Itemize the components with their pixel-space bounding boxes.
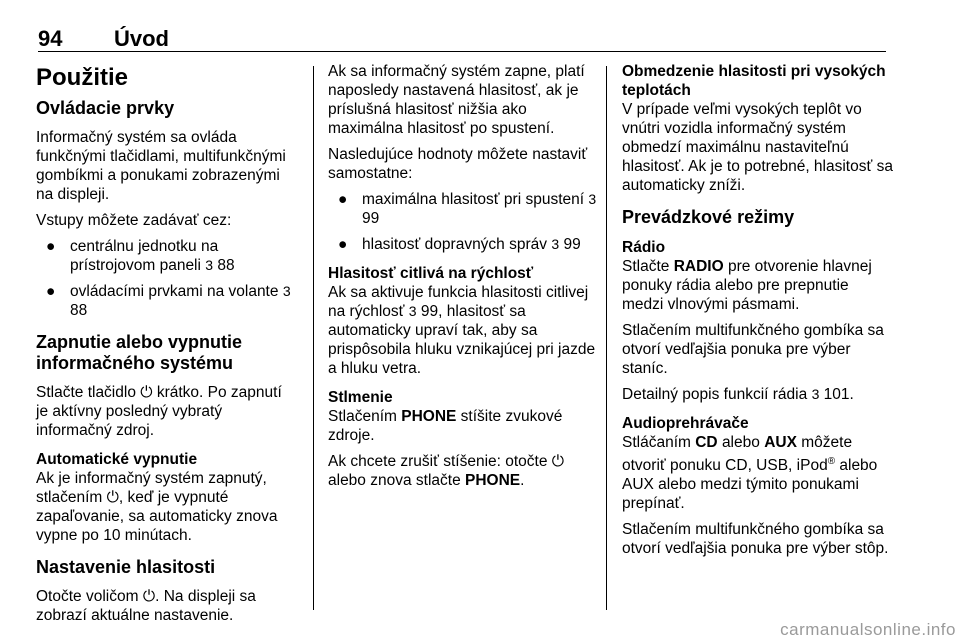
- paragraph: Stlačením multifunkčného gombíka sa otvorí vedľajšia ponuka pre výber stôp.: [622, 521, 889, 558]
- bullet-list: [36, 237, 298, 320]
- column-2: [328, 62, 600, 497]
- bullet-icon: ●: [46, 238, 56, 255]
- page-ref[interactable]: 88: [70, 302, 88, 319]
- chapter-title: Úvod: [114, 26, 169, 51]
- registered-mark: ®: [827, 456, 836, 467]
- page-header: [38, 26, 886, 54]
- heading-mute: Stlmenie: [328, 389, 393, 406]
- power-icon: ⏻: [551, 453, 565, 470]
- bullet-icon: ●: [338, 236, 348, 253]
- paragraph: Stláčaním CD alebo AUX môžete otvoriť ponuku CD, USB, iPod® alebo AUX alebo medzi týmito ponukami prepínať.: [622, 434, 878, 513]
- key-label: PHONE: [401, 408, 457, 425]
- paragraph: Stlačte RADIO pre otvorenie hlavnej ponuky rádia alebo pre prepnutie medzi vlnovými pásmami.: [622, 258, 872, 313]
- page-ref-arrow-icon: 3: [588, 191, 597, 207]
- page-ref[interactable]: 99: [362, 210, 380, 227]
- bullet-list: [328, 190, 600, 254]
- heading-speed-volume: Hlasitosť citlivá na rýchlosť: [328, 265, 534, 282]
- page-ref-arrow-icon: 3: [282, 283, 291, 299]
- key-label: RADIO: [673, 258, 724, 275]
- page-ref-arrow-icon: 3: [408, 303, 417, 319]
- page-ref[interactable]: 99: [420, 303, 439, 320]
- paragraph: Stlačením multifunkčného gombíka sa otvorí vedľajšia ponuka pre výber staníc.: [622, 322, 884, 377]
- page-number: 94: [38, 26, 63, 51]
- key-label: AUX: [764, 434, 797, 451]
- list-item: ● maximálna hlasitosť pri spustení 3 99: [338, 191, 597, 227]
- section-title: Použitie: [36, 64, 129, 91]
- paragraph: Ak sa informačný systém zapne, platí naposledy nastavená hlasitosť, ak je príslušná hlasitosť nižšia ako maximálna hlasitosť po spustení.: [328, 63, 585, 137]
- paragraph: Ak chcete zrušiť stíšenie: otočte ⏻ alebo znova stlačte PHONE.: [328, 453, 565, 489]
- heading-modes: Prevádzkové režimy: [622, 207, 795, 227]
- paragraph: Ak sa aktivuje funkcia hlasitosti citlivej na rýchlosť 3 99, hlasitosť sa automaticky upraví tak, aby sa prispôsobila hluku vznikajúcej pri jazde a hluku vetra.: [328, 284, 596, 377]
- power-icon: ⏻: [106, 489, 119, 506]
- paragraph: V prípade veľmi vysokých teplôt vo vnútri vozidla informačný systém obmedzí maximálnu nastaviteľnú hlasitosť. Ak je to potrebné, hlasitosť sa automaticky zníži.: [622, 101, 893, 194]
- paragraph: Stlačením PHONE stíšite zvukové zdroje.: [328, 408, 563, 444]
- column-divider-1: [313, 66, 314, 610]
- list-item: ● hlasitosť dopravných správ 3 99: [338, 236, 581, 253]
- heading-radio: Rádio: [622, 239, 666, 256]
- paragraph: Informačný systém sa ovláda funkčnými tlačidlami, multifunkčnými gombíkmi a ponukami zobrazenými na displeji.: [36, 129, 286, 203]
- heading-controls: Ovládacie prvky: [36, 98, 175, 118]
- bullet-icon: ●: [46, 283, 56, 300]
- paragraph: Nasledujúce hodnoty môžete nastaviť samostatne:: [328, 146, 588, 182]
- bullet-icon: ●: [338, 191, 348, 208]
- paragraph: Detailný popis funkcií rádia 3 101.: [622, 386, 854, 403]
- key-label: CD: [695, 434, 718, 451]
- column-1: [36, 62, 298, 632]
- heading-audio-players: Audioprehrávače: [622, 415, 749, 432]
- page-ref[interactable]: 88: [217, 257, 235, 274]
- page-ref-arrow-icon: 3: [205, 257, 214, 273]
- list-item: ● centrálnu jednotku na prístrojovom paneli 3 88: [46, 238, 235, 274]
- paragraph: Ak je informačný systém zapnutý, stlačením ⏻, keď je vypnuté zapaľovanie, sa automaticky znova vypne po 10 minútach.: [36, 470, 278, 544]
- column-divider-2: [606, 66, 607, 610]
- heading-power: Zapnutie alebo vypnutie informačného systému: [36, 332, 243, 373]
- column-3: [622, 62, 894, 565]
- power-icon: ⏻: [142, 588, 156, 605]
- list-item: ● ovládacími prvkami na volante 3 88: [46, 283, 291, 319]
- paragraph: Otočte voličom ⏻. Na displeji sa zobrazí aktuálne nastavenie.: [36, 588, 256, 624]
- heading-temp-limit: Obmedzenie hlasitosti pri vysokých teplotách: [622, 63, 886, 99]
- page-ref-arrow-icon: 3: [551, 236, 560, 252]
- heading-volume: Nastavenie hlasitosti: [36, 557, 216, 577]
- heading-auto-off: Automatické vypnutie: [36, 451, 198, 468]
- power-icon: ⏻: [140, 384, 153, 401]
- watermark: carmanualsonline.info: [780, 620, 956, 639]
- page-ref-arrow-icon: 3: [811, 386, 820, 402]
- paragraph: Vstupy môžete zadávať cez:: [36, 212, 232, 229]
- page-ref[interactable]: 101: [823, 386, 850, 403]
- paragraph: Stlačte tlačidlo ⏻ krátko. Po zapnutí je aktívny posledný vybratý informačný zdroj.: [36, 384, 282, 439]
- page-ref[interactable]: 99: [563, 236, 581, 253]
- header-rule: [38, 51, 886, 52]
- key-label: PHONE: [465, 472, 521, 489]
